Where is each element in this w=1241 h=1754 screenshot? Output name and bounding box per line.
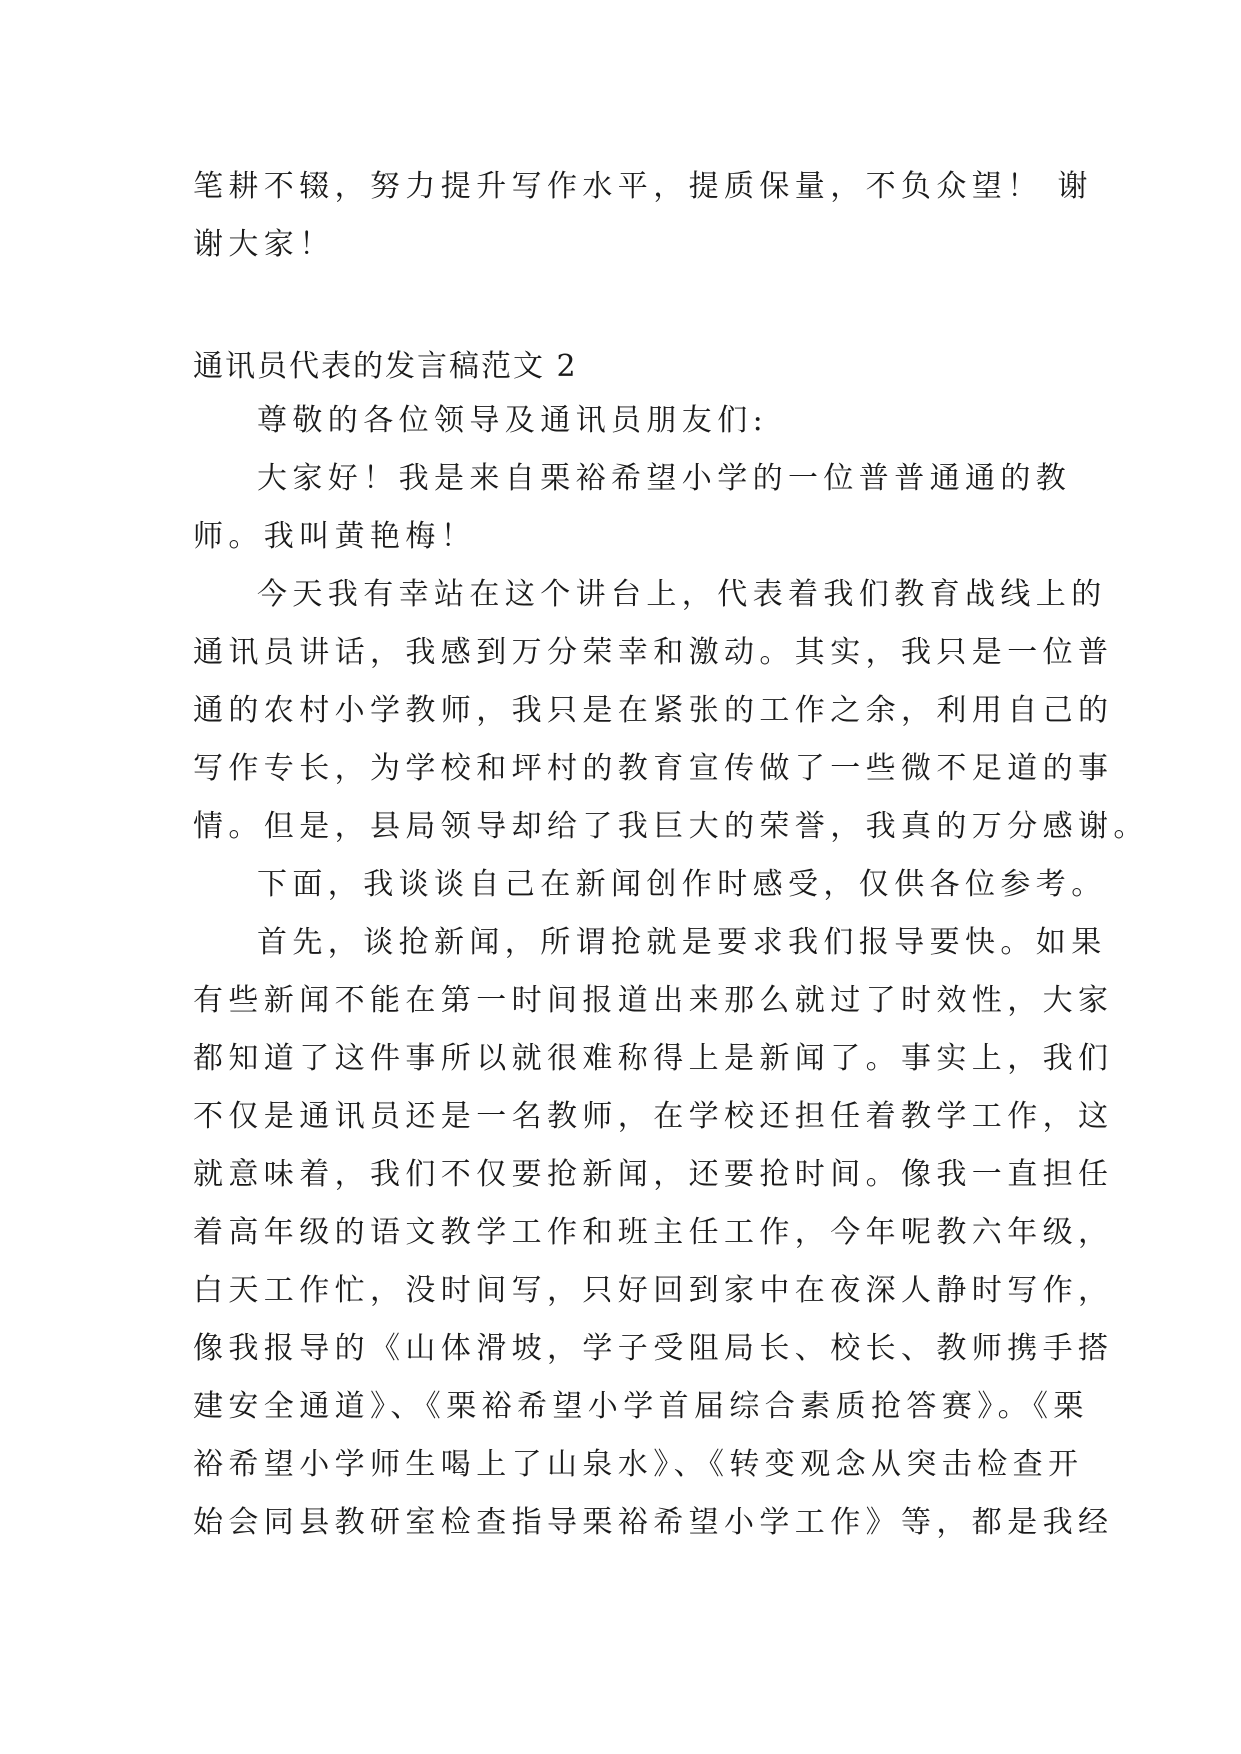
paragraph-line: 不仅是通讯员还是一名教师，在学校还担任着教学工作，这 [193, 1099, 1114, 1134]
paragraph-line: 有些新闻不能在第一时间报道出来那么就过了时效性，大家 [193, 983, 1114, 1018]
paragraph-line: 师。我叫黄艳梅！ [193, 519, 477, 554]
paragraph-line: 着高年级的语文教学工作和班主任工作，今年呢教六年级， [193, 1215, 1114, 1250]
paragraph-line: 就意味着，我们不仅要抢新闻，还要抢时间。像我一直担任 [193, 1157, 1114, 1192]
section-title: 通讯员代表的发言稿范文 2 [193, 349, 578, 384]
paragraph-line: 裕希望小学师生喝上了山泉水》、《转变观念从突击检查开 [193, 1447, 1084, 1482]
previous-section-tail [193, 158, 1093, 274]
section-title-block [193, 338, 1053, 396]
paragraph-line: 写作专长，为学校和坪村的教育宣传做了一些微不足道的事 [193, 751, 1114, 786]
paragraph-line: 像我报导的《山体滑坡，学子受阻局长、校长、教师携手搭 [193, 1331, 1114, 1366]
paragraph-line: 白天工作忙，没时间写，只好回到家中在夜深人静时写作， [193, 1273, 1114, 1308]
section-body [193, 392, 1149, 1552]
paragraph-line: 首先，谈抢新闻，所谓抢就是要求我们报导要快。如果 [257, 925, 1107, 960]
paragraph-line: 今天我有幸站在这个讲台上，代表着我们教育战线上的 [257, 577, 1107, 612]
paragraph-line: 建安全通道》、《栗裕希望小学首届综合素质抢答赛》。《栗 [193, 1389, 1089, 1424]
text-line: 谢大家！ [193, 227, 335, 262]
paragraph-line: 情。但是，县局领导却给了我巨大的荣誉，我真的万分感谢。 [193, 809, 1149, 844]
text-line: 笔耕不辍，努力提升写作水平，提质保量，不负众望！ 谢 [193, 169, 1093, 204]
paragraph-line: 通讯员讲话，我感到万分荣幸和激动。其实，我只是一位普 [193, 635, 1114, 670]
paragraph-line: 尊敬的各位领导及通讯员朋友们: [257, 403, 769, 438]
paragraph-line: 下面，我谈谈自己在新闻创作时感受，仅供各位参考。 [257, 867, 1107, 902]
paragraph-line: 通的农村小学教师，我只是在紧张的工作之余，利用自己的 [193, 693, 1114, 728]
paragraph-line: 始会同县教研室检查指导栗裕希望小学工作》等，都是我经 [193, 1505, 1114, 1540]
paragraph-line: 大家好！我是来自栗裕希望小学的一位普普通通的教 [257, 461, 1072, 496]
paragraph-line: 都知道了这件事所以就很难称得上是新闻了。事实上，我们 [193, 1041, 1114, 1076]
